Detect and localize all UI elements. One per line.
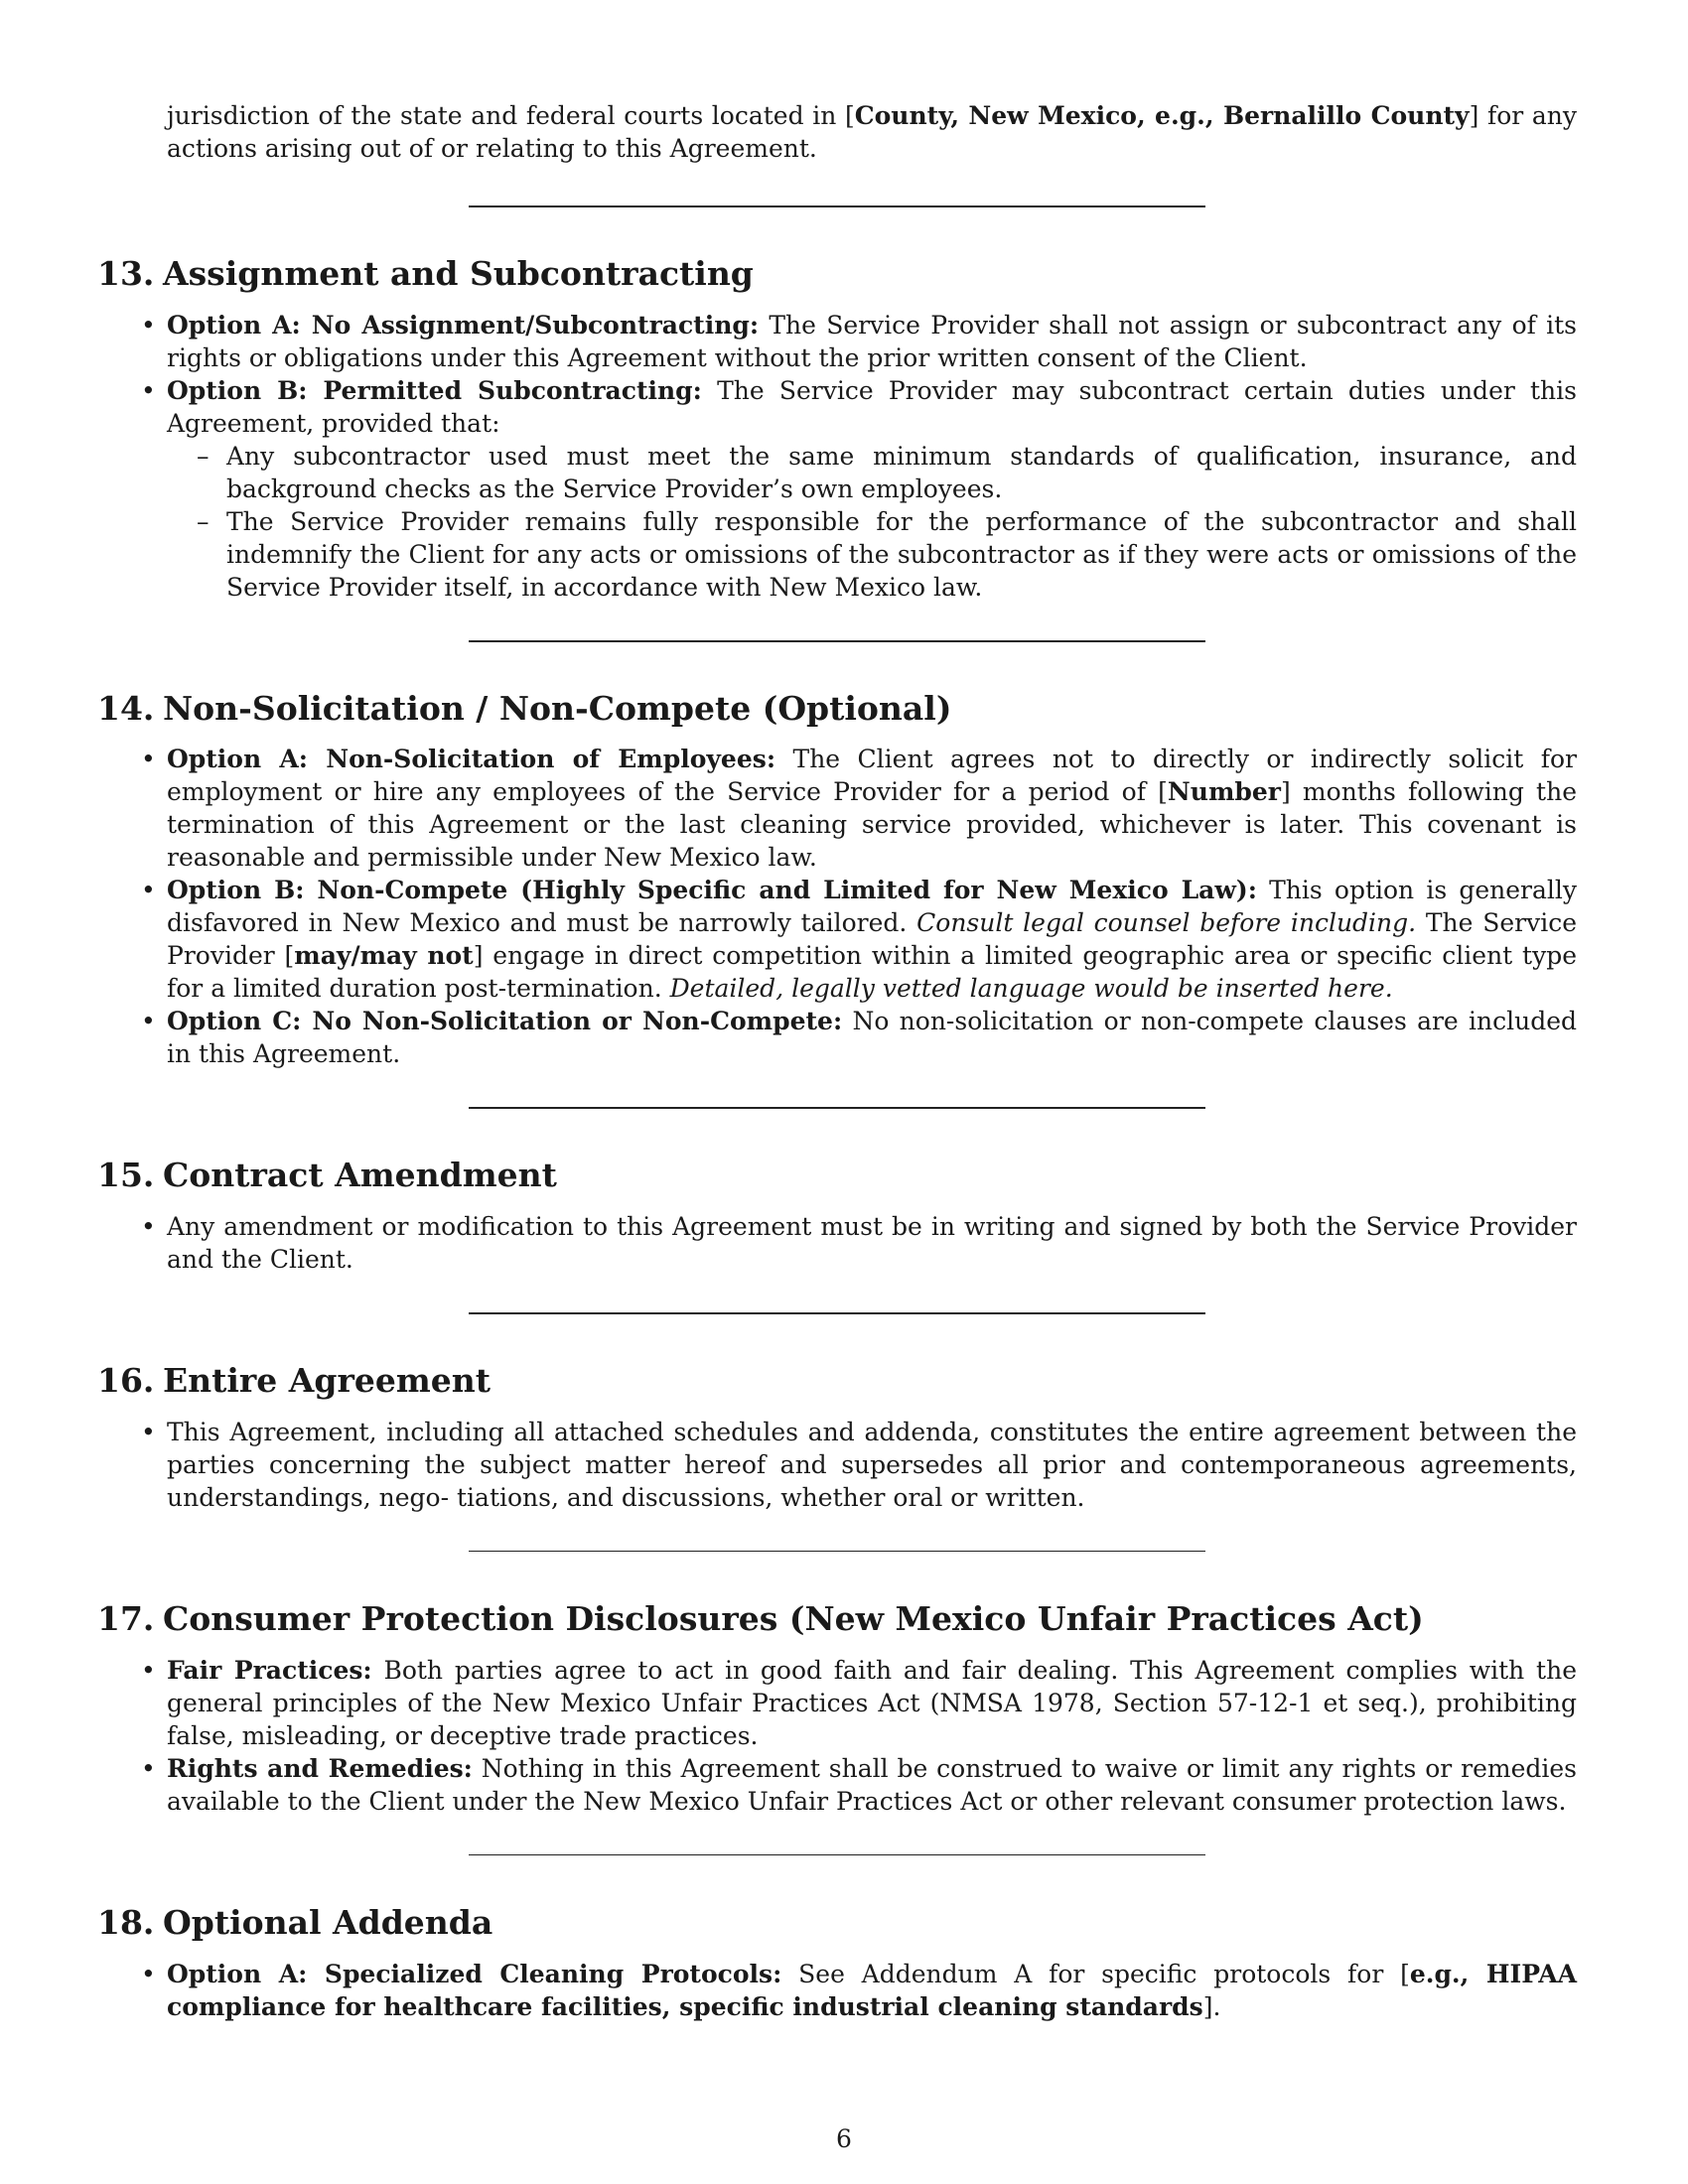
- section-16-list: [167, 1416, 1577, 1514]
- option-text: The Client agrees not to directly or indirectly solicit for employment or hire any employees of the Service Provider for a period of [: [167, 745, 1577, 806]
- option-text: The Service Provider [: [167, 908, 1577, 970]
- option-text: Both parties agree to act in good faith and fair dealing. This Agreement complies with the general principles of the New Mexico Unfair Practices Act (NMSA 1978, Section 57-12-1 et seq.), prohibiting false, misleading, or deceptive trade practices.: [167, 1656, 1577, 1750]
- section-15-list: [167, 1210, 1577, 1276]
- section-15-heading: [97, 1156, 557, 1195]
- section-title: Consumer Protection Disclosures (New Mexico Unfair Practices Act): [163, 1599, 1424, 1638]
- number-placeholder: Number: [1167, 777, 1281, 806]
- section-14-list: [167, 743, 1577, 1070]
- option-text: ].: [1202, 1992, 1221, 2021]
- section-number: 17.: [97, 1599, 155, 1638]
- list-item: [167, 309, 1577, 374]
- section-number: 13.: [97, 254, 155, 293]
- section-divider: [469, 205, 1205, 207]
- list-item: [167, 743, 1577, 874]
- section-18-heading: [97, 1903, 492, 1943]
- section-divider: [469, 1107, 1205, 1109]
- jurisdiction-text: jurisdiction of the state and federal courts located in [: [167, 101, 855, 130]
- section-18-list: [167, 1958, 1577, 2023]
- section-17-heading: [97, 1599, 1424, 1639]
- legal-note: Consult legal counsel before including.: [916, 908, 1417, 937]
- option-text: This option is generally disfavored in New Mexico and must be narrowly tailored.: [167, 876, 1577, 937]
- list-item: [167, 1654, 1577, 1752]
- sub-list-item: – The Service Provider remains fully responsible for the performance of the subcontractor and shall indemnify the Client for any acts or omissions of the subcontractor as if they were acts or omissions of the Service Provider itself, in accordance with New Mexico law.: [226, 505, 1577, 604]
- page-number: 6: [836, 2124, 852, 2153]
- list-item: [167, 1005, 1577, 1070]
- list-item: [167, 874, 1577, 1005]
- section-14-heading: [97, 689, 951, 729]
- list-item: • This Agreement, including all attached schedules and addenda, constitutes the entire agreement between the parties concerning the subject matter hereof and supersedes all prior and contemporaneous agreements, understandings, nego- tiations, and discussions, whether oral or written.: [167, 1416, 1577, 1514]
- option-label: Option B: Permitted Subcontracting:: [167, 376, 702, 405]
- section-number: 16.: [97, 1361, 155, 1400]
- section-title: Optional Addenda: [163, 1903, 493, 1942]
- option-text: See Addendum A for specific protocols for [: [781, 1960, 1410, 1988]
- option-text: Nothing in this Agreement shall be construed to waive or limit any rights or remedies available to the Client under the New Mexico Unfair Practices Act or other relevant consumer protection laws.: [167, 1754, 1577, 1816]
- option-label: Option B: Non-Compete (Highly Specific and Limited for New Mexico Law):: [167, 876, 1257, 904]
- section-13-heading: [97, 254, 754, 294]
- option-text: ] engage in direct competition within a limited geographic area or specific client type for a limited duration post-termination.: [167, 941, 1578, 1003]
- option-text: No non-solicitation or non-compete clauses are included in this Agreement.: [167, 1007, 1577, 1068]
- option-label: Option A: Non-Solicitation of Employees:: [167, 745, 776, 773]
- section-number: 15.: [97, 1156, 155, 1194]
- section-divider: [469, 1551, 1205, 1552]
- legal-note: Detailed, legally vetted language would be inserted here.: [669, 974, 1393, 1003]
- section-number: 18.: [97, 1903, 155, 1942]
- sub-list: [167, 440, 1577, 604]
- option-label: Option A: Specialized Cleaning Protocols:: [167, 1960, 782, 1988]
- section-13-list: [167, 309, 1577, 604]
- section-title: Entire Agreement: [163, 1361, 491, 1400]
- list-item: [167, 1958, 1577, 2023]
- may-placeholder: may/may not: [294, 941, 474, 970]
- section-divider: [469, 640, 1205, 642]
- option-text: ] months following the termination of this Agreement or the last cleaning service provided, whichever is later. This covenant is reasonable and permissible under New Mexico law.: [167, 777, 1577, 872]
- section-17-list: [167, 1654, 1577, 1818]
- jurisdiction-text-end: ] for any actions arising out of or relating to this Agreement.: [167, 101, 1577, 163]
- section-title: Assignment and Subcontracting: [163, 254, 754, 293]
- section-title: Contract Amendment: [163, 1156, 557, 1194]
- sub-list-item: – Any subcontractor used must meet the same minimum standards of qualification, insurance, and background checks as the Service Provider’s own employees.: [226, 440, 1577, 505]
- section-title: Non-Solicitation / Non-Compete (Optional): [163, 689, 952, 728]
- option-text: The Service Provider shall not assign or subcontract any of its rights or obligations under this Agreement without the prior written consent of the Client.: [167, 311, 1577, 372]
- list-item: [167, 374, 1577, 604]
- section-number: 14.: [97, 689, 155, 728]
- protocol-placeholder: e.g., HIPAA compliance for healthcare facilities, specific industrial cleaning standards: [167, 1960, 1577, 2021]
- option-label: Option A: No Assignment/Subcontracting:: [167, 311, 760, 340]
- jurisdiction-paragraph: [167, 99, 1577, 165]
- option-label: Fair Practices:: [167, 1656, 372, 1685]
- section-divider: [469, 1854, 1205, 1855]
- county-placeholder: County, New Mexico, e.g., Bernalillo County: [854, 101, 1470, 130]
- section-16-heading: [97, 1361, 491, 1401]
- option-text: The Service Provider may subcontract certain duties under this Agreement, provided that:: [167, 376, 1577, 438]
- option-label: Option C: No Non-Solicitation or Non-Compete:: [167, 1007, 843, 1035]
- section-divider: [469, 1312, 1205, 1314]
- option-label: Rights and Remedies:: [167, 1754, 473, 1783]
- list-item: [167, 1752, 1577, 1818]
- list-item: • Any amendment or modification to this Agreement must be in writing and signed by both the Service Provider and the Client.: [167, 1210, 1577, 1276]
